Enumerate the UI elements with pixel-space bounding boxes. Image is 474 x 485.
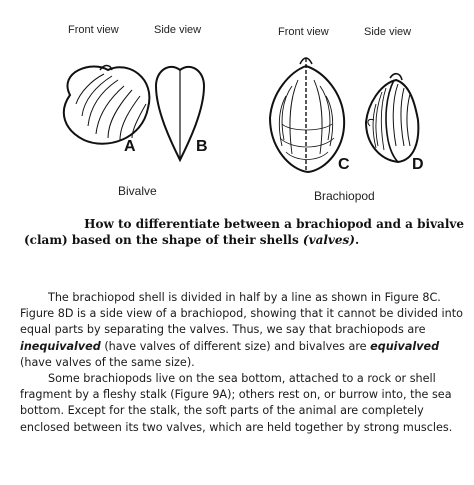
caption-line-2-text: (clam) based on the shape of their shells <box>24 233 303 247</box>
body-text <box>20 290 466 436</box>
shell-comparison-figure <box>0 0 474 215</box>
figure-caption <box>24 216 464 248</box>
term-inequivalved: inequivalved <box>20 339 101 353</box>
figure-letter-b: B <box>196 138 208 155</box>
paragraph-1 <box>20 290 466 371</box>
bivalve-front-view-label: Front view <box>68 24 119 36</box>
term-equivalved: equivalved <box>370 339 440 353</box>
paragraph-1-text-c: (have valves of the same size). <box>20 355 195 369</box>
brachiopod-side-view-label: Side view <box>364 26 412 38</box>
figure-letter-a: A <box>124 138 136 155</box>
figure-letter-d: D <box>412 156 424 173</box>
brachiopod-side-view-drawing <box>366 74 418 162</box>
bivalve-name-label: Bivalve <box>118 184 157 198</box>
paragraph-1-text-b: (have valves of different size) and bivalves are <box>100 339 371 353</box>
bivalve-front-view-drawing <box>64 66 150 144</box>
caption-line-2-end: . <box>354 233 360 247</box>
figure-letter-c: C <box>338 156 350 173</box>
brachiopod-name-label: Brachiopod <box>314 189 375 203</box>
caption-line-1: How to differentiate between a brachiopod and a bivalve <box>84 217 464 231</box>
bivalve-side-view-label: Side view <box>154 24 202 36</box>
brachiopod-front-view-label: Front view <box>278 26 329 38</box>
paragraph-1-text-a: The brachiopod shell is divided in half by a line as shown in Figure 8C. Figure 8D is a side view of a brachiopod, showing that it cannot be divided into equal parts by separating the valves. Thus, we say that brachiopods are <box>20 291 463 337</box>
brachiopod-front-view-drawing <box>270 58 344 172</box>
caption-valves-term: (valves) <box>302 233 355 247</box>
caption-line-2 <box>24 232 464 248</box>
paragraph-2: Some brachiopods live on the sea bottom, attached to a rock or shell fragment by a fleshy stalk (Figure 9A); others rest on, or burrow into, the sea bottom. Except for the stalk, the soft parts of the animal are completely enclosed between its two valves, which are held together by strong muscles. <box>20 372 453 434</box>
